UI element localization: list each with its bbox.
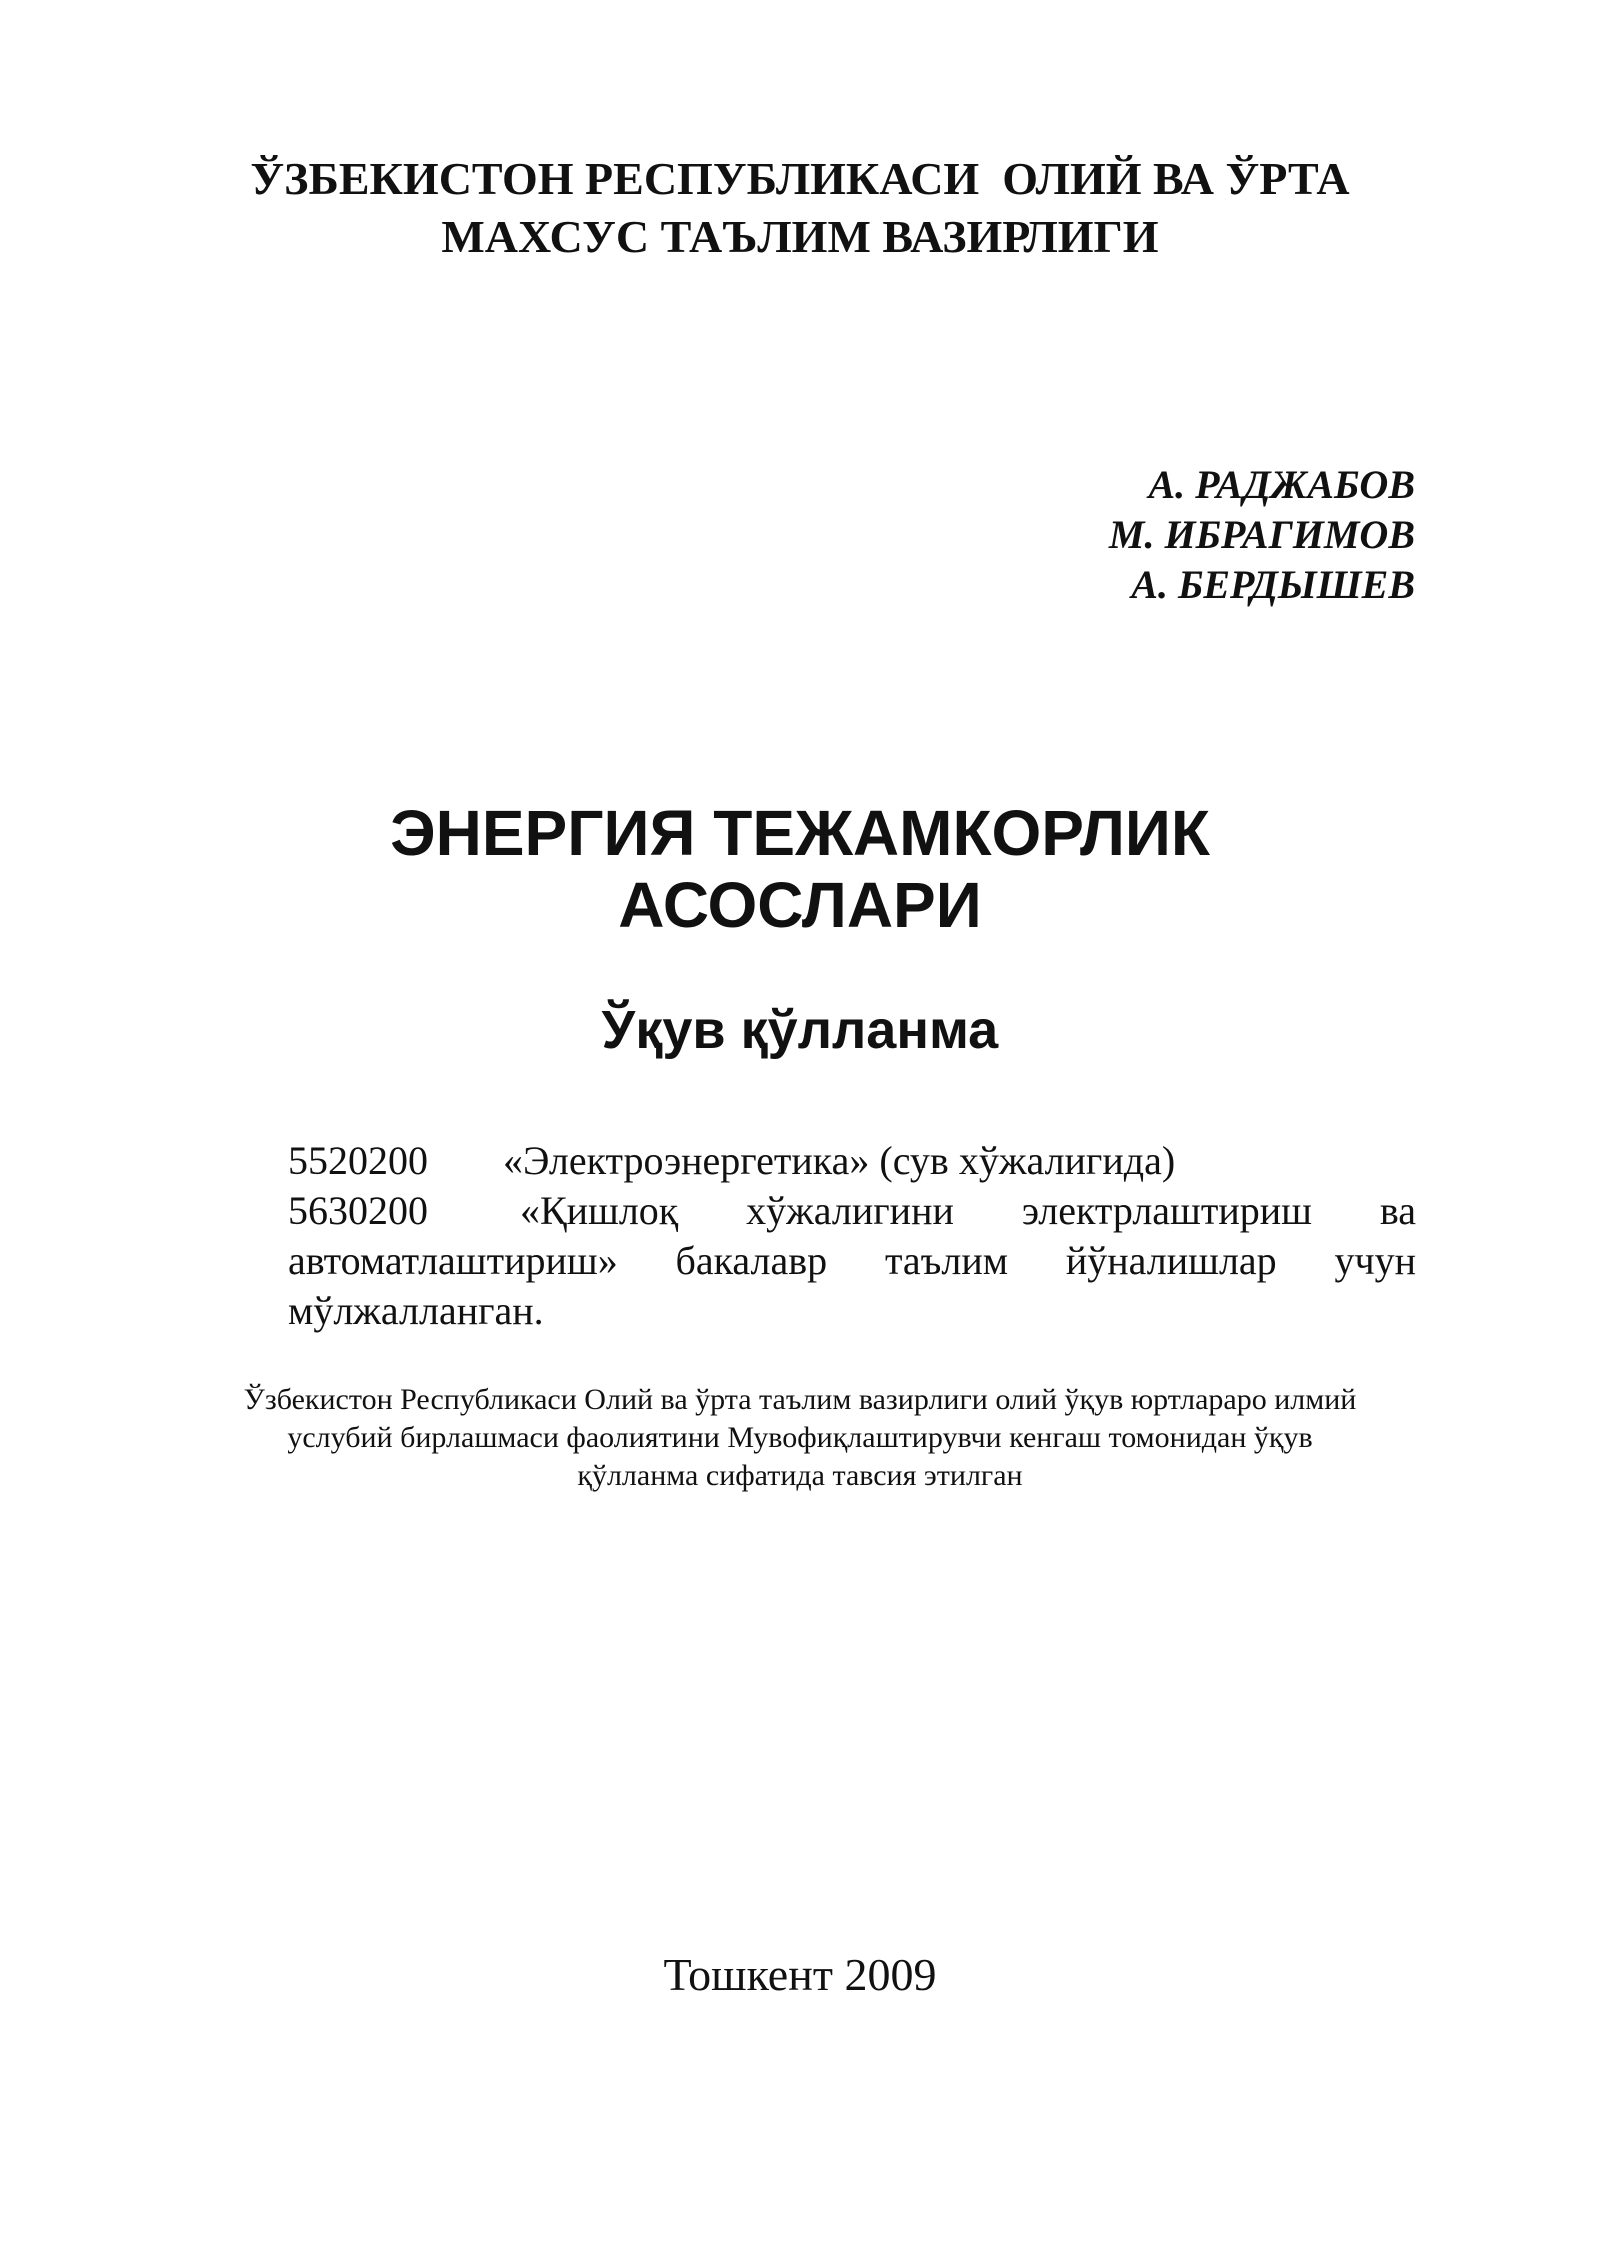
specialty-2	[288, 1186, 1416, 1336]
publication-city-year: Тошкент 2009	[663, 1949, 937, 2000]
recommendation-note	[0, 1381, 1600, 1495]
specialty-2-code: 5630200	[288, 1188, 428, 1233]
ministry-heading	[0, 150, 1600, 266]
author-1: А. РАДЖАБОВ	[1148, 462, 1415, 507]
specialty-1	[288, 1136, 1416, 1186]
specialties-block	[288, 1136, 1416, 1336]
recommendation-line-1: Ўзбекистон Республикаси Олий ва ўрта таълим вазирлиги олий ўқув юртлараро илмий	[243, 1383, 1357, 1416]
book-subtitle: Ўқув қўлланма	[601, 1000, 999, 1060]
author-3: А. БЕРДЫШЕВ	[1131, 562, 1415, 607]
recommendation-line-2: услубий бирлашмаси фаолиятини Мувофиқлаштирувчи кенгаш томонидан ўқув	[287, 1421, 1313, 1454]
specialty-2-text: «Қишлоқ хўжалигини электрлаштириш ва автоматлаштириш» бакалавр таълим йўналишлар учун мўлжалланган.	[288, 1188, 1416, 1333]
book-title	[0, 797, 1600, 941]
recommendation-line-3: қўлланма сифатида тавсия этилган	[577, 1459, 1023, 1492]
ministry-line-1: ЎЗБЕКИСТОН РЕСПУБЛИКАСИ ОЛИЙ ВА ЎРТА	[250, 153, 1350, 204]
specialty-1-name: «Электроэнергетика» (сув хўжалигида)	[503, 1138, 1176, 1183]
specialty-1-code: 5520200	[288, 1138, 428, 1183]
authors-list	[1109, 460, 1415, 610]
ministry-line-2: МАХСУС ТАЪЛИМ ВАЗИРЛИГИ	[441, 211, 1159, 262]
book-title-line-2: АСОСЛАРИ	[618, 869, 982, 941]
book-title-line-1: ЭНЕРГИЯ ТЕЖАМКОРЛИК	[390, 797, 1210, 869]
author-2: М. ИБРАГИМОВ	[1108, 512, 1415, 557]
